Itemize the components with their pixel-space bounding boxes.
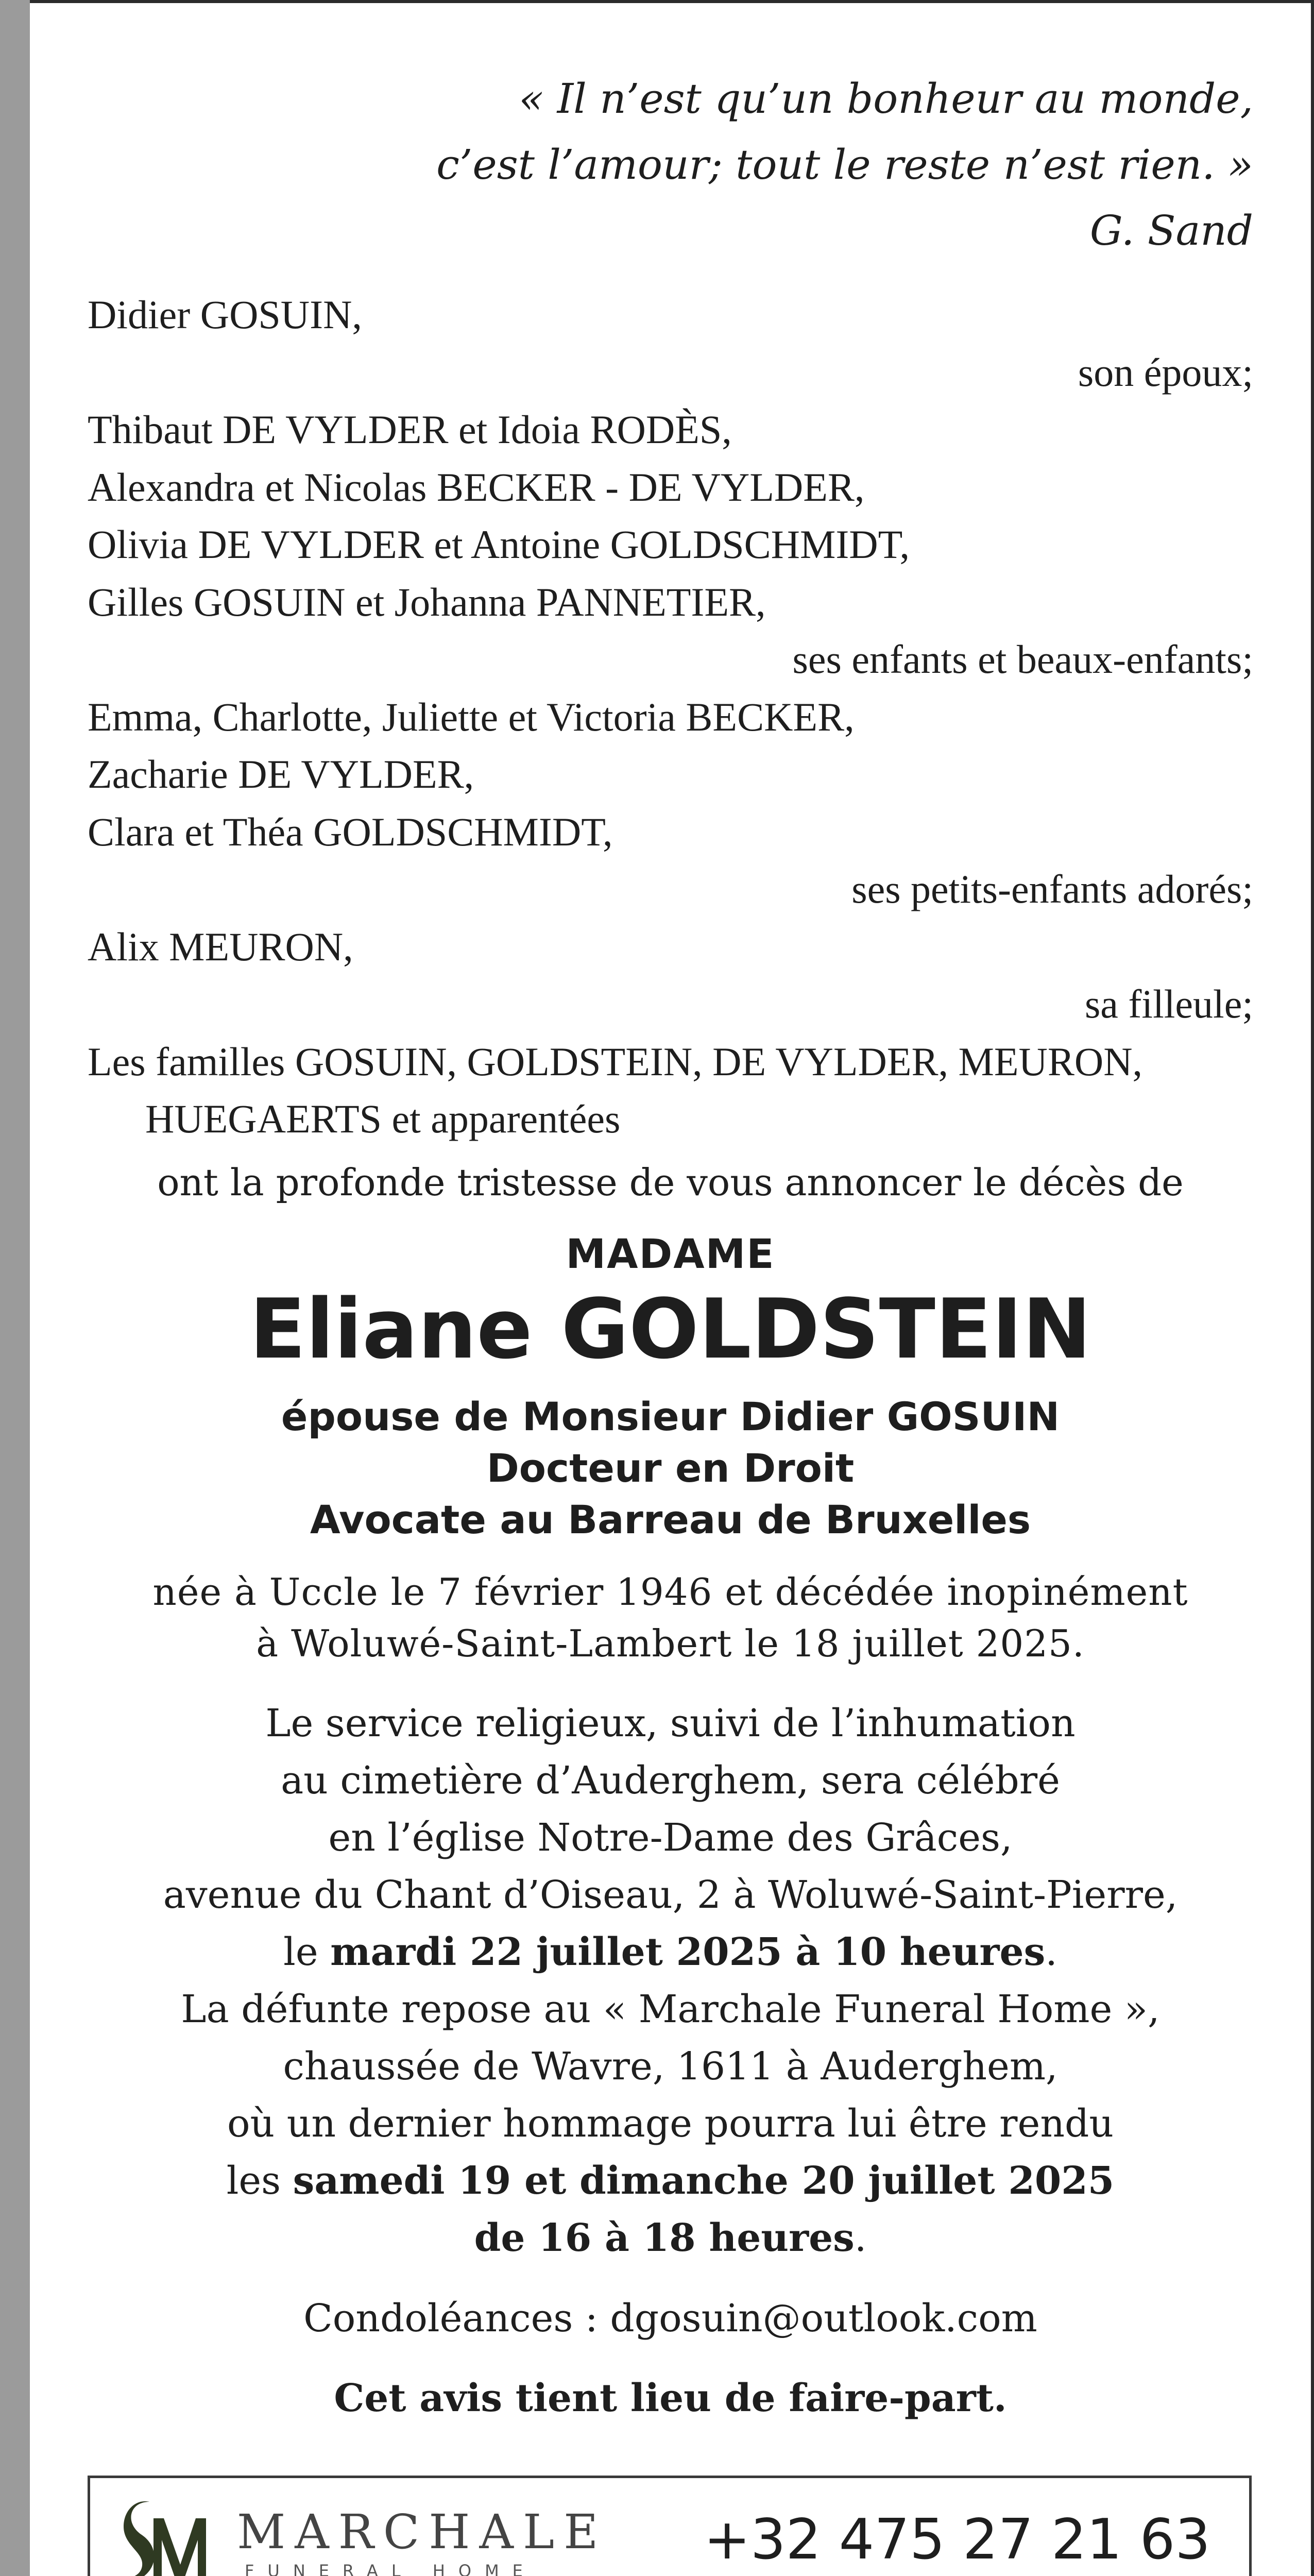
brand-name: MARCHALE xyxy=(237,2504,608,2560)
family-line: Emma, Charlotte, Juliette et Victoria BECKER, xyxy=(88,694,855,739)
service-line-10 xyxy=(88,2210,1253,2267)
family-line: Thibaut DE VYLDER et Idoia RODÈS, xyxy=(88,407,732,452)
family-line: Didier GOSUIN, xyxy=(88,292,362,337)
family-line: Les familles GOSUIN, GOLDSTEIN, DE VYLDER, MEURON, xyxy=(88,1039,1143,1084)
service-line-6: La défunte repose au « Marchale Funeral Home », xyxy=(181,1987,1160,2031)
deceased-titles xyxy=(88,1391,1253,1546)
family-line: Clara et Théa GOLDSCHMIDT, xyxy=(88,809,613,854)
notice-text: Cet avis tient lieu de faire-part. xyxy=(334,2376,1007,2420)
service-line-3: en l’église Notre-Dame des Grâces, xyxy=(328,1816,1013,1860)
title-line-1: épouse de Monsieur Didier GOSUIN xyxy=(281,1394,1060,1439)
service-line-5 xyxy=(88,1924,1253,1981)
funeral-home-banner xyxy=(88,2476,1252,2576)
family-line: ses enfants et beaux-enfants; xyxy=(792,637,1253,682)
service-date: mardi 22 juillet 2025 à 10 heures xyxy=(330,1930,1046,1974)
family-line: Zacharie DE VYLDER, xyxy=(88,752,474,796)
birth-death-line-2: à Woluwé-Saint-Lambert le 18 juillet 2025. xyxy=(256,1622,1085,1665)
brand-subtitle: FUNERAL HOME xyxy=(245,2561,536,2576)
phone-number: +32 475 27 21 63 xyxy=(704,2507,1210,2572)
epigraph-quote xyxy=(88,66,1253,264)
service-line-2: au cimetière d’Auderghem, sera célébré xyxy=(281,1758,1060,1803)
announcement-text: ont la profonde tristesse de vous annoncer le décès de xyxy=(157,1161,1184,1204)
family-line: Alexandra et Nicolas BECKER - DE VYLDER, xyxy=(88,464,865,510)
service-date-prefix: le xyxy=(283,1930,331,1974)
birth-death-line-1: née à Uccle le 7 février 1946 et décédée inopinément xyxy=(152,1570,1188,1614)
quote-line-2: c’est l’amour; tout le reste n’est rien. » xyxy=(436,141,1253,189)
family-line: HUEGAERTS et apparentées xyxy=(145,1096,621,1141)
quote-author: G. Sand xyxy=(1089,207,1253,255)
quote-line-1: « Il n’est qu’un bonheur au monde, xyxy=(519,75,1253,123)
service-line-9 xyxy=(88,2153,1253,2210)
visitation-hours: de 16 à 18 heures xyxy=(474,2216,855,2260)
condolences-contact: Condoléances : dgosuin@outlook.com xyxy=(303,2296,1037,2341)
deceased-name: Eliane GOLDSTEIN xyxy=(249,1281,1091,1377)
family-line: Alix MEURON, xyxy=(88,924,353,969)
family-line: Gilles GOSUIN et Johanna PANNETIER, xyxy=(88,579,766,624)
service-date-suffix: . xyxy=(1045,1930,1057,1974)
family-line: sa filleule; xyxy=(1084,981,1253,1026)
service-line-4: avenue du Chant d’Oiseau, 2 à Woluwé-Saint-Pierre, xyxy=(163,1873,1178,1917)
visitation-prefix: les xyxy=(226,2159,293,2203)
family-list xyxy=(88,286,1253,1148)
service-line-7: chaussée de Wavre, 1611 à Auderghem, xyxy=(283,2044,1058,2089)
marchale-logo-icon xyxy=(113,2487,216,2576)
service-line-1: Le service religieux, suivi de l’inhumation xyxy=(265,1701,1076,1745)
family-line: ses petits-enfants adorés; xyxy=(851,867,1253,911)
service-details xyxy=(88,1695,1253,2267)
title-line-2: Docteur en Droit xyxy=(486,1445,855,1491)
family-line: Olivia DE VYLDER et Antoine GOLDSCHMIDT, xyxy=(88,522,910,567)
left-margin-bar xyxy=(0,0,30,2576)
family-line: son époux; xyxy=(1078,349,1253,395)
birth-death-info xyxy=(88,1566,1253,1669)
frame-right-border xyxy=(1311,0,1314,2576)
title-line-3: Avocate au Barreau de Bruxelles xyxy=(310,1497,1031,1543)
service-line-8: où un dernier hommage pourra lui être rendu xyxy=(227,2102,1114,2146)
visitation-hours-suffix: . xyxy=(854,2216,867,2260)
honorific: MADAME xyxy=(566,1231,775,1278)
frame-top-border xyxy=(30,0,1314,3)
visitation-dates: samedi 19 et dimanche 20 juillet 2025 xyxy=(293,2159,1115,2203)
